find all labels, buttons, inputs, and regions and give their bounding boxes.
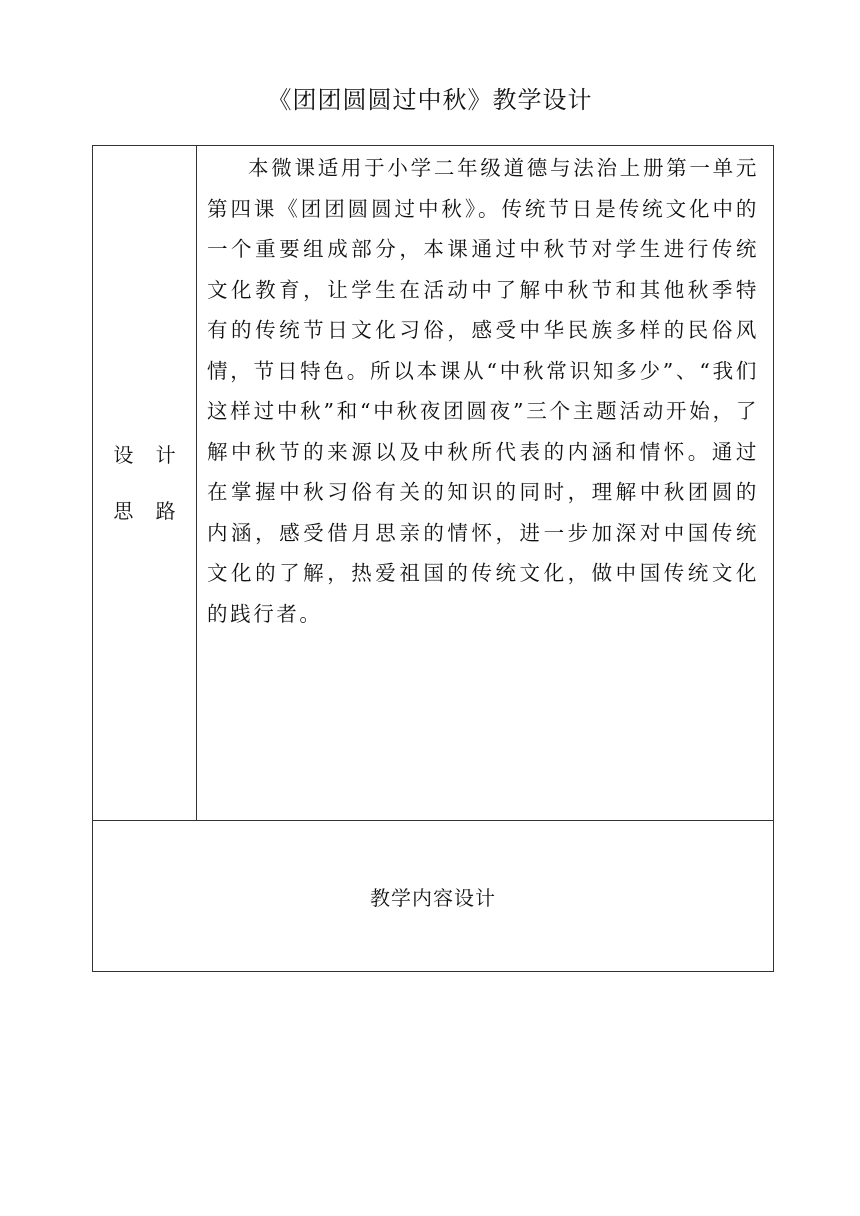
design-rationale-label: [93, 146, 197, 820]
teaching-content-row: [93, 821, 773, 971]
document-title: 《团团圆圆过中秋》教学设计: [267, 86, 593, 114]
design-rationale-row: [93, 146, 773, 821]
label-line-2: 思 路: [113, 499, 184, 523]
design-rationale-content: [197, 146, 773, 820]
label-line-1: 设 计: [113, 443, 184, 467]
lesson-design-table: [92, 145, 774, 972]
design-rationale-paragraph: 本微课适用于小学二年级道德与法治上册第一单元第四课《团团圆圆过中秋》。传统节日是传统文化中的一个重要组成部分，本课通过中秋节对学生进行传统文化教育，让学生在活动中了解中秋节和其他秋季特有的传统节日文化习俗，感受中华民族多样的民俗风情，节日特色。所以本课从“中秋常识知多少”、“我们这样过中秋”和“中秋夜团圆夜”三个主题活动开始，了解中秋节的来源以及中秋所代表的内涵和情怀。通过在掌握中秋习俗有关的知识的同时，理解中秋团圆的内涵，感受借月思亲的情怀，进一步加深对中国传统文化的了解，热爱祖国的传统文化，做中国传统文化的践行者。: [207, 156, 759, 626]
teaching-content-heading: 教学内容设计: [370, 885, 496, 910]
